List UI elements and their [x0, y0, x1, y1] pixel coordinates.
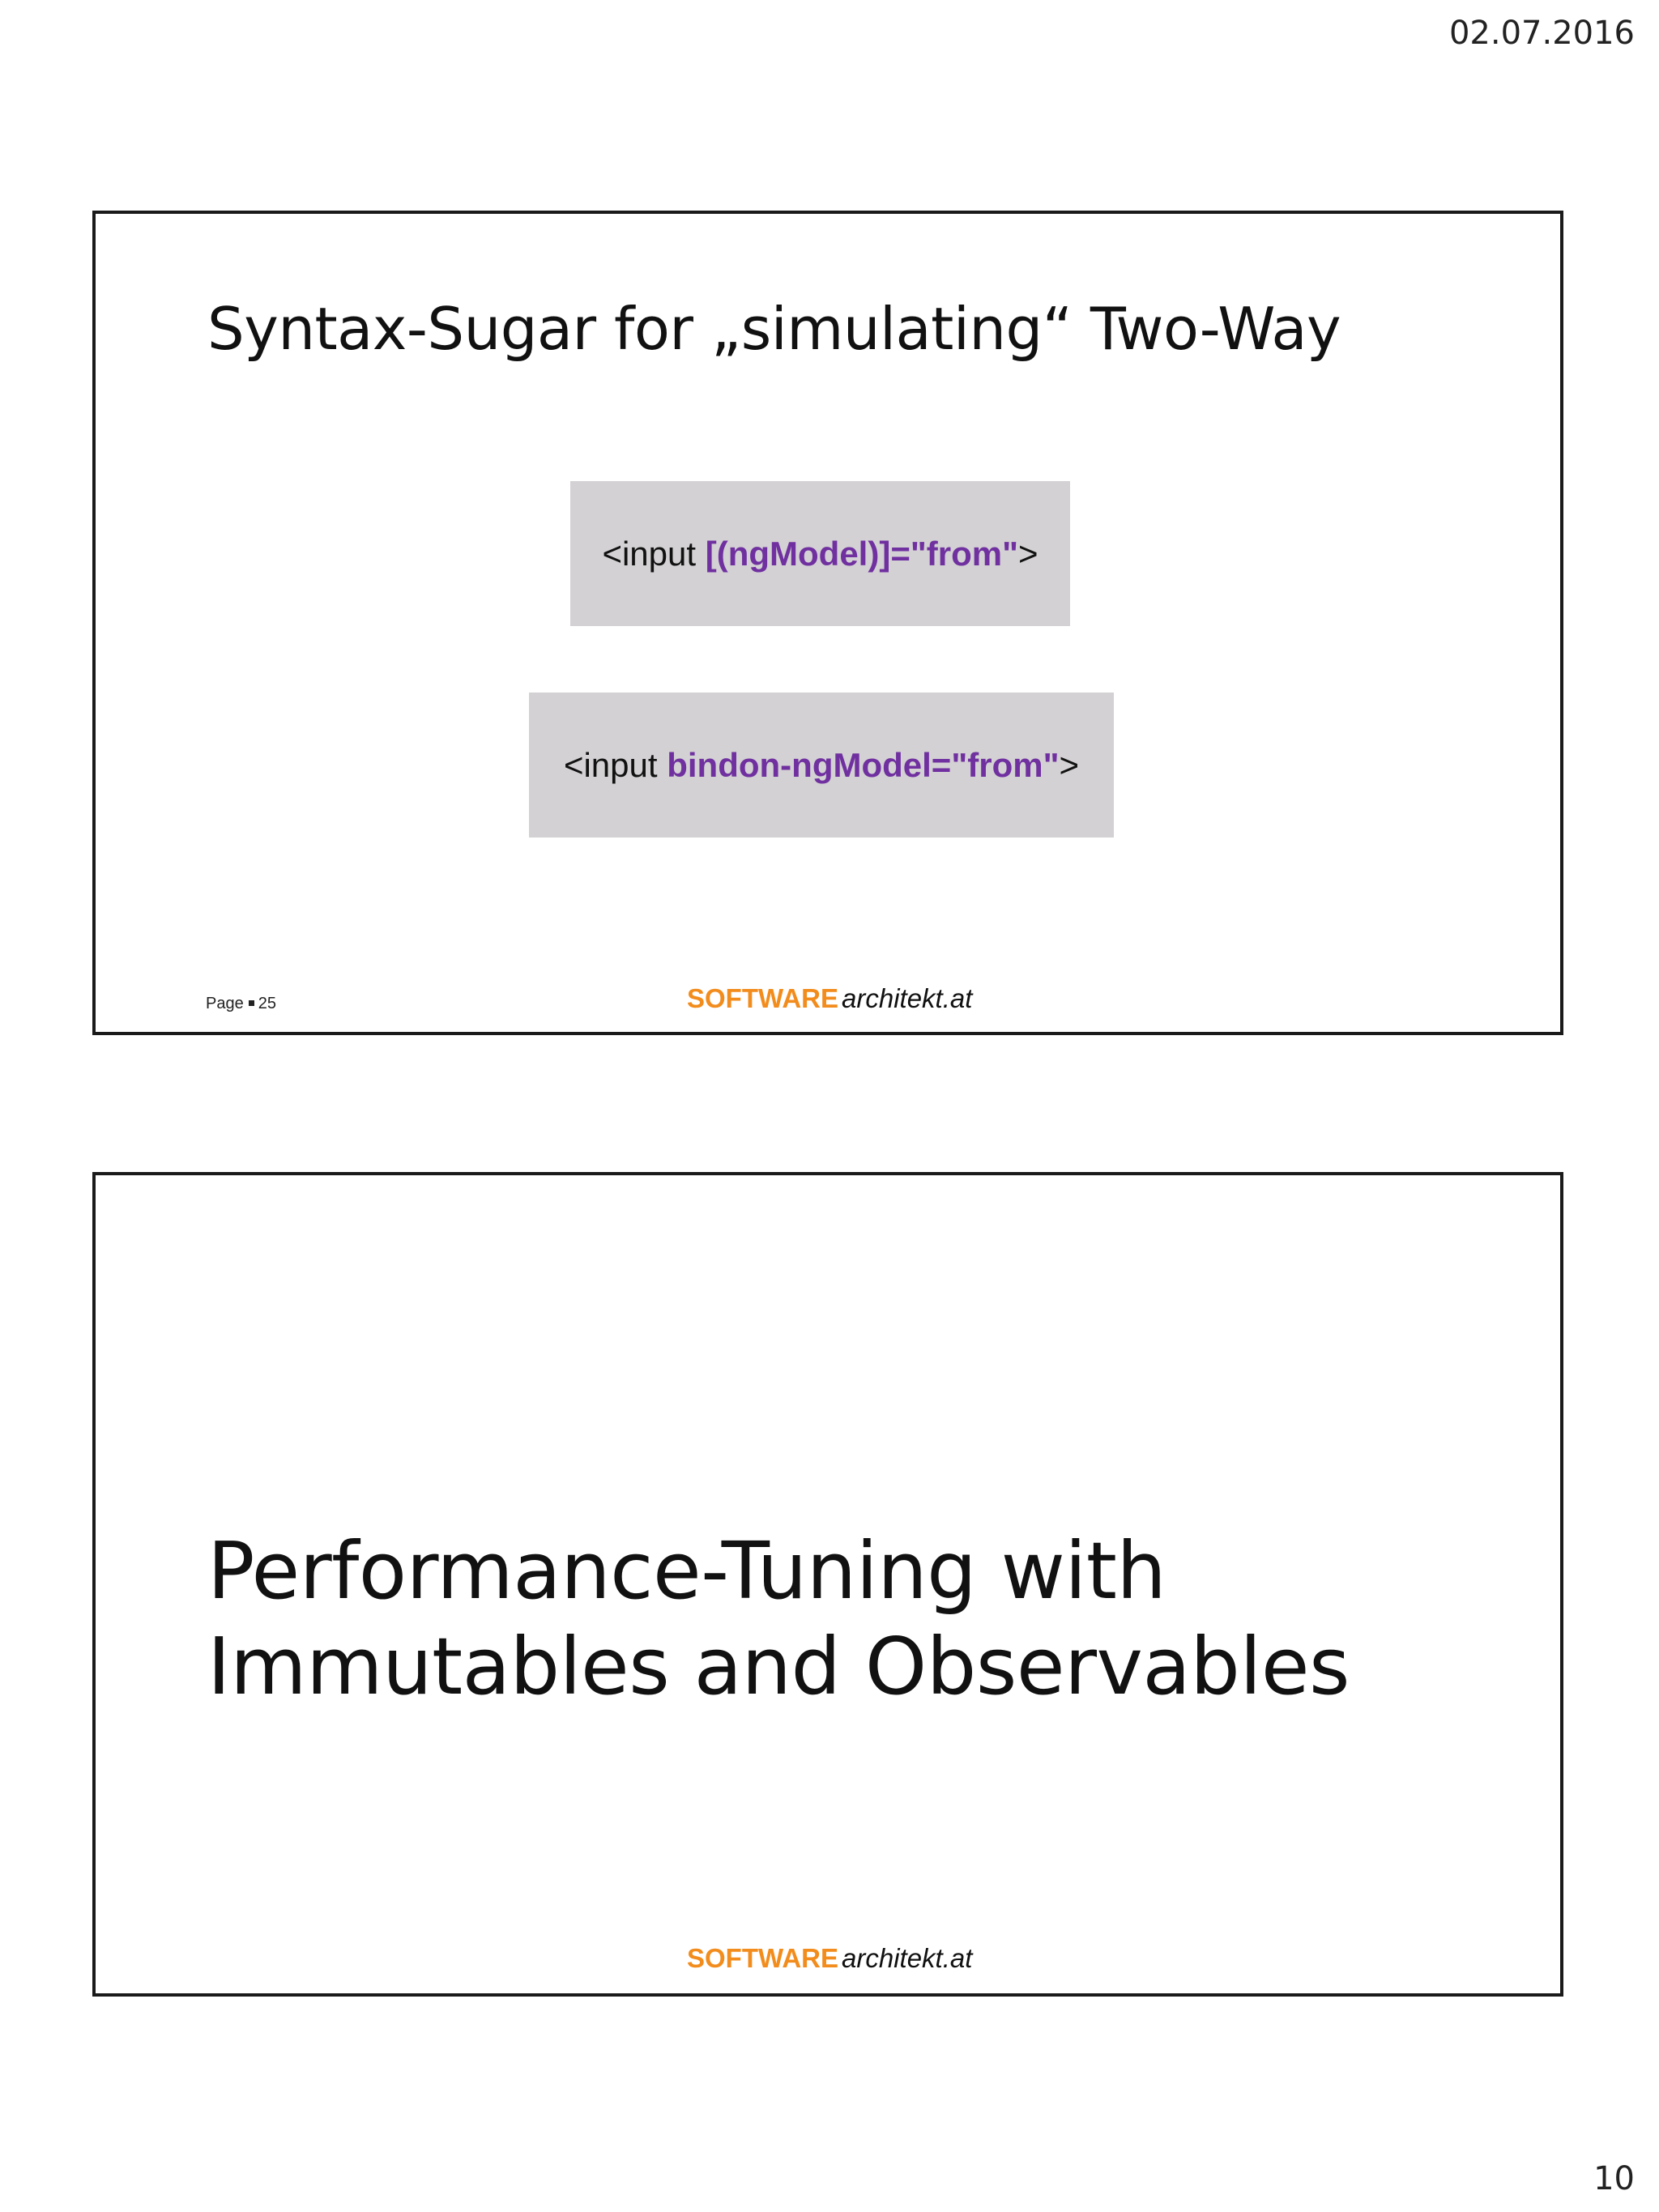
code-highlight: [(ngModel)]="from": [705, 534, 1018, 573]
slide-title: Syntax-Sugar for „simulating“ Two-Way: [207, 295, 1341, 363]
code-snippet-banana-box: [570, 481, 1070, 626]
section-title-line-2: Immutables and Observables: [207, 1621, 1350, 1712]
page-label-number: 25: [258, 995, 276, 1012]
code-suffix: >: [1018, 534, 1038, 573]
section-title: [207, 1524, 1350, 1715]
handout-page-number: 10: [1593, 2160, 1635, 2197]
section-title-line-1: Performance-Tuning with: [207, 1525, 1166, 1617]
slide-page-label: [206, 995, 276, 1013]
bullet-icon: [249, 1000, 254, 1006]
code-prefix: <input: [602, 534, 706, 573]
page-label-text: Page: [206, 995, 244, 1012]
code-prefix: <input: [563, 745, 667, 784]
slide-syntax-sugar: [92, 211, 1563, 1035]
logo-software-text: SOFTWARE: [687, 983, 838, 1013]
softwarearchitekt-logo: [687, 983, 972, 1014]
logo-architekt-text: architekt.at: [842, 983, 973, 1013]
softwarearchitekt-logo: [687, 1943, 972, 1974]
logo-architekt-text: architekt.at: [842, 1943, 973, 1973]
logo-software-text: SOFTWARE: [687, 1943, 838, 1973]
slide-performance-tuning: [92, 1172, 1563, 1997]
handout-date: 02.07.2016: [1448, 15, 1635, 52]
code-snippet-bindon: [529, 693, 1114, 837]
code-highlight: bindon-ngModel="from": [667, 745, 1060, 784]
code-suffix: >: [1059, 745, 1080, 784]
